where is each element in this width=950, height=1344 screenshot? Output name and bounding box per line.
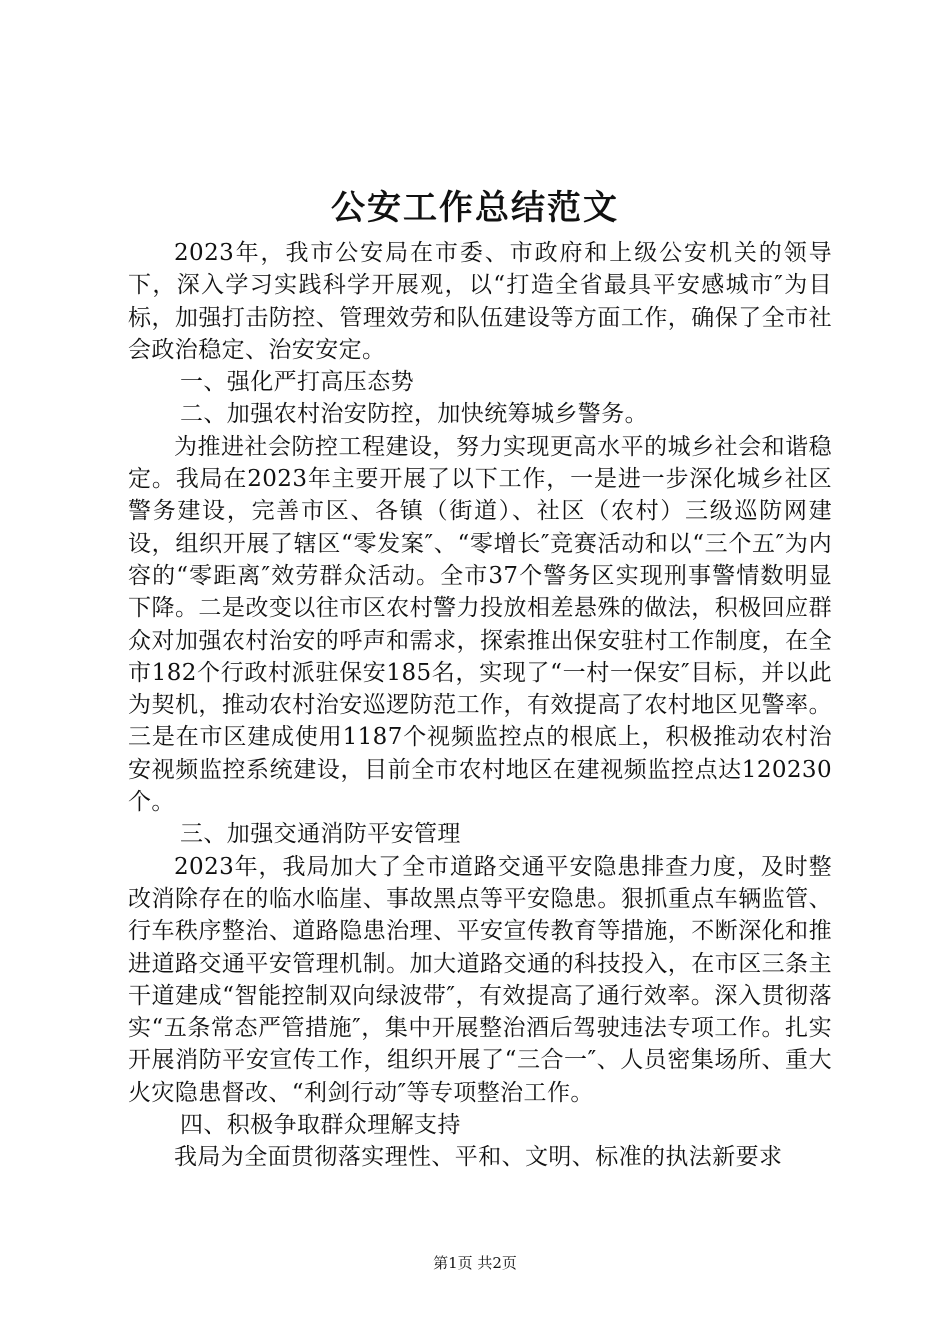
section-heading-4: 四、积极争取群众理解支持 [180, 1112, 461, 1139]
section-heading-3: 三、加强交通消防平安管理 [180, 821, 461, 848]
section-2-paragraph: 为推进社会防控工程建设，努力实现更高水平的城乡社会和谐稳定。我局在2023年主要开展了以下工作，一是进一步深化城乡社区警务建设，完善市区、各镇（街道）、社区（农村）三级巡防网建设，组织开展了辖区“零发案″、“零增长″竞赛活动和以“三个五″为内容的“零距离″效劳群众活动。全市37个警务区实现刑事警情数明显下降。二是改变以往市区农村警力投放相差悬殊的做法，积极回应群众对加强农村治安的呼声和需求，探索推出保安驻村工作制度，在全市182个行政村派驻保安185名，实现了“一村一保安″目标，并以此为契机，推动农村治安巡逻防范工作，有效提高了农村地区见警率。三是在市区建成使用1187个视频监控点的根底上，积极推动农村治安视频监控系统建设，目前全市农村地区在建视频监控点达120230个。 [128, 433, 832, 816]
section-heading-1: 一、强化严打高压态势 [180, 369, 414, 396]
section-heading-2: 二、加强农村治安防控，加快统筹城乡警务。 [180, 401, 648, 428]
document-title: 公安工作总结范文 [331, 188, 619, 228]
section-3-paragraph: 2023年，我局加大了全市道路交通平安隐患排查力度，及时整改消除存在的临水临崖、事故黑点等平安隐患。狠抓重点车辆监管、行车秩序整治、道路隐患治理、平安宣传教育等措施，不断深化和推进道路交通平安管理机制。加大道路交通的科技投入，在市区三条主干道建成“智能控制双向绿波带″，有效提高了通行效率。深入贯彻落实“五条常态严管措施″，集中开展整治酒后驾驶违法专项工作。扎实开展消防平安宣传工作，组织开展了“三合一″、人员密集场所、重大火灾隐患督改、“利剑行动″等专项整治工作。 [128, 853, 832, 1106]
section-4-paragraph: 我局为全面贯彻落实理性、平和、文明、标准的执法新要求 [174, 1144, 783, 1171]
document-body [128, 237, 832, 1174]
page-footer: 第1页 共2页 [433, 1254, 517, 1272]
intro-paragraph: 2023年，我市公安局在市委、市政府和上级公安机关的领导下，深入学习实践科学开展观，以“打造全省最具平安感城市″为目标，加强打击防控、管理效劳和队伍建设等方面工作，确保了全市社会政治稳定、治安安定。 [128, 240, 832, 363]
